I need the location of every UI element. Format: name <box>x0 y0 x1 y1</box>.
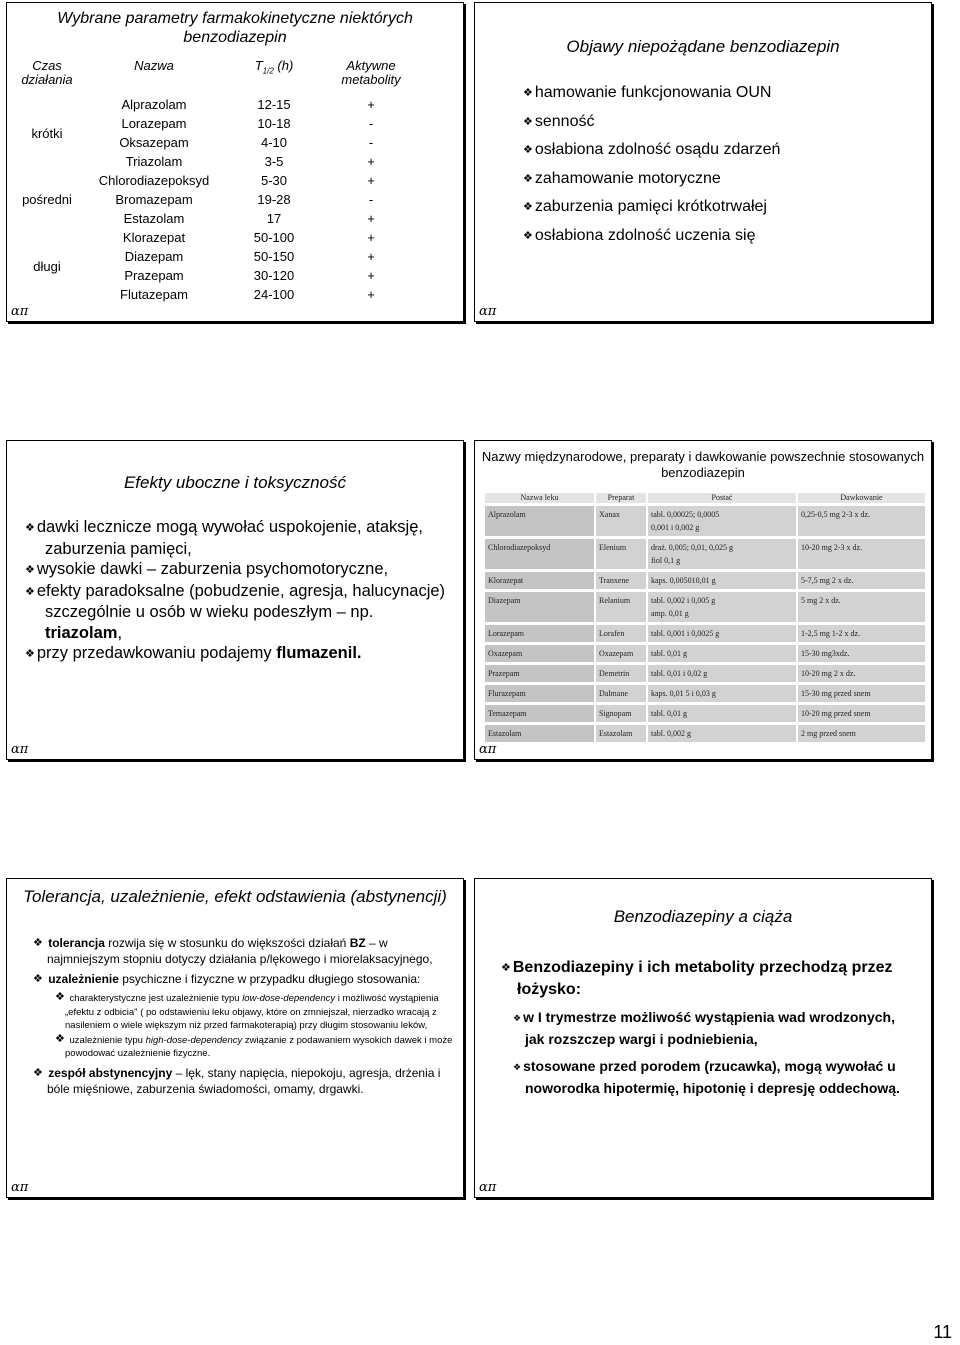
bullet-arrow-icon: ❖ <box>33 1066 43 1079</box>
column-header-nazwa: Nazwa <box>134 58 174 73</box>
table-cell-name: Lorazepam <box>485 623 595 643</box>
half-life: 19-28 <box>257 192 291 207</box>
metabolites: + <box>367 230 375 245</box>
list-item: ❖ uzależnienie psychiczne i fizyczne w przypadku długiego stosowania: <box>33 972 421 986</box>
bullet-arrow-icon: ❖ <box>523 144 533 156</box>
table-cell-name: Diazepam <box>485 590 595 623</box>
half-life: 50-100 <box>253 230 295 245</box>
drug-name: Diazepam <box>124 249 184 264</box>
metabolites: + <box>367 287 375 302</box>
list-item: ❖ przy przedawkowaniu podajemy flumazenil. <box>25 644 362 662</box>
table-cell-prep: Estazolam <box>595 723 647 742</box>
drug-name: Triazolam <box>125 154 183 169</box>
column-header: Preparat <box>595 493 647 504</box>
table-cell-prep: Dalmane <box>595 683 647 703</box>
list-item: ❖ efekty paradoksalne (pobudzenie, agresja, halucynacje) szczególnie u osób w wieku podeszłym – np. triazolam, <box>25 581 446 642</box>
table-row <box>15 228 423 247</box>
table-cell-prep: Elenium <box>595 537 647 570</box>
list-item: ❖ osłabiona zdolność uczenia się <box>523 226 756 244</box>
list-item: ❖ charakterystyczne jest uzależnienie typu low-dose-dependency i możliwość wystąpienia „efektu z odbicia" ( po odstawieniu leku objawy, które on zmniejszał, nierzadko wracają z nasileniem o wiele większym niż przed farmakoterapią) przy długim stosowaniu leków, <box>55 991 439 1031</box>
bullet-arrow-icon: ❖ <box>501 962 511 974</box>
table-cell-dose: 15-30 mg przed snem <box>797 683 925 703</box>
table-cell-form: draż. 0,005; 0,01, 0,025 g fiol 0,1 g <box>647 537 797 570</box>
table-cell-dose: 0,25-0,5 mg 2-3 x dz. <box>797 504 925 537</box>
bullet-arrow-icon: ❖ <box>25 585 35 598</box>
table-row <box>485 683 925 703</box>
table-row <box>15 171 423 190</box>
slide-toxicity <box>6 440 464 760</box>
slide-tolerance <box>6 878 464 1198</box>
table-cell-dose: 10-20 mg 2 x dz. <box>797 663 925 683</box>
table-cell-prep: Tranxene <box>595 570 647 590</box>
slide-pharmacokinetics <box>6 2 464 322</box>
table-row <box>485 570 925 590</box>
table-cell-dose: 15-30 mg3xdz. <box>797 643 925 663</box>
bullet-arrow-icon: ❖ <box>523 87 533 99</box>
logo: απ <box>11 1180 29 1195</box>
table-cell-name: Klorazepat <box>485 570 595 590</box>
list-item: ❖ Benzodiazepiny i ich metabolity przechodzą przez łożysko: <box>501 959 893 998</box>
table-cell-prep: Signopam <box>595 703 647 723</box>
table-cell-prep: Relanium <box>595 590 647 623</box>
slide-title: Wybrane parametry farmakokinetyczne niektórych benzodiazepin <box>57 10 413 46</box>
bullet-arrow-icon: ❖ <box>523 201 533 213</box>
half-life: 50-150 <box>253 249 295 264</box>
table-cell-prep: Xanax <box>595 504 647 537</box>
column-header: Nazwa leku <box>485 493 595 504</box>
table-row <box>485 723 925 742</box>
bullet-arrow-icon: ❖ <box>33 937 43 949</box>
metabolites: + <box>367 173 375 188</box>
logo: απ <box>11 304 29 319</box>
table-row <box>485 504 925 537</box>
metabolites: + <box>367 249 375 264</box>
bullet-arrow-icon: ❖ <box>33 973 43 985</box>
table-cell-dose: 5 mg 2 x dz. <box>797 590 925 623</box>
drug-name: Klorazepat <box>122 230 186 245</box>
bullet-arrow-icon: ❖ <box>55 1032 65 1045</box>
slide-title: Nazwy międzynarodowe, preparaty i dawkowanie powszechnie stosowanych benzodiazepin <box>481 449 925 480</box>
table-cell-form: tabl. 0,001 i 0,0025 g <box>647 623 797 643</box>
list-item: ❖ w I trymestrze możliwość wystąpienia wad wrodzonych, jak rozszczep wargi i podniebienia, <box>513 1009 895 1047</box>
drug-name: Bromazepam <box>115 192 193 207</box>
list-item: ❖ stosowane przed porodem (rzucawka), mogą wywołać u noworodka hipotermię, hipotonię i depresję oddechową. <box>513 1058 900 1096</box>
column-header: Postać <box>647 493 797 504</box>
table-cell-form: tabl. 0,002 i 0,005 g amp. 0,01 g <box>647 590 797 623</box>
table-cell-prep: Oxazepam <box>595 643 647 663</box>
table-cell-form: tabl. 0,002 g <box>647 723 797 742</box>
slide-title: Objawy niepożądane benzodiazepin <box>566 37 840 56</box>
half-life: 10-18 <box>257 116 291 131</box>
toxicity-list <box>25 517 453 665</box>
drug-name: Oksazepam <box>119 135 189 150</box>
table-cell-dose: 10-20 mg przed snem <box>797 703 925 723</box>
table-row <box>15 95 423 114</box>
pregnancy-content <box>501 957 915 1099</box>
table-cell-prep: Demetrin <box>595 663 647 683</box>
table-cell-form: kaps. 0,005010,01 g <box>647 570 797 590</box>
half-life: 3-5 <box>264 154 284 169</box>
bullet-arrow-icon: ❖ <box>25 564 35 576</box>
table-cell-form: tabl. 0,01 g <box>647 703 797 723</box>
list-item: ❖ hamowanie funkcjonowania OUN <box>523 84 772 101</box>
list-item: ❖ zespół abstynencyjny – lęk, stany napięcia, niepokoju, agresja, drżenia i bóle mięśniowe, zaburzenia świadomości, omamy, drgawki. <box>33 1065 441 1096</box>
slide-title: Efekty uboczne i toksyczność <box>123 473 347 492</box>
column-header-half-life: $T_{1/2}$ (h) <box>254 58 294 76</box>
pharmacokinetics-table <box>15 59 423 304</box>
table-row <box>485 537 925 570</box>
half-life: 4-10 <box>260 135 288 150</box>
drug-name: Flutazepam <box>120 287 188 302</box>
group-label: krótki <box>31 125 63 141</box>
slide-drug-names <box>474 440 932 760</box>
half-life: 17 <box>266 211 282 226</box>
table-row <box>485 623 925 643</box>
table-row <box>485 663 925 683</box>
list-item: ❖ zahamowanie motoryczne <box>523 169 721 187</box>
table-cell-name: Temazepam <box>485 703 595 723</box>
page-number: 11 <box>933 1322 952 1342</box>
drug-name: Alprazolam <box>121 97 187 112</box>
column-header-metabolity: Aktywne metabolity <box>341 58 401 87</box>
half-life: 12-15 <box>257 97 291 112</box>
half-life: 5-30 <box>260 173 288 188</box>
table-row <box>485 590 925 623</box>
slide-side-effects <box>474 2 932 322</box>
logo: απ <box>479 1180 497 1195</box>
bullet-arrow-icon: ❖ <box>523 115 533 128</box>
logo: απ <box>479 742 497 757</box>
metabolites: - <box>368 135 374 150</box>
half-life: 30-120 <box>253 268 295 283</box>
metabolites: + <box>367 268 375 283</box>
drug-name: Estazolam <box>123 211 185 226</box>
list-item: ❖ zaburzenia pamięci krótkotrwałej <box>523 198 767 215</box>
table-row <box>485 703 925 723</box>
drug-name: Lorazepam <box>121 116 187 131</box>
table-cell-dose: 10-20 mg 2-3 x dz. <box>797 537 925 570</box>
group-label: pośredni <box>22 192 72 207</box>
table-cell-form: tabl. 0,01 i 0,02 g <box>647 663 797 683</box>
table-cell-name: Prazepam <box>485 663 595 683</box>
drug-name: Chlorodiazepoksyd <box>98 173 210 188</box>
side-effects-list <box>523 79 780 250</box>
bullet-arrow-icon: ❖ <box>25 648 35 660</box>
group-label: długi <box>33 258 61 274</box>
bullet-arrow-icon: ❖ <box>25 522 35 534</box>
logo: απ <box>479 304 497 319</box>
table-row <box>485 643 925 663</box>
drug-name: Prazepam <box>124 268 184 283</box>
half-life: 24-100 <box>253 287 295 302</box>
table-cell-name: Flurazepam <box>485 683 595 703</box>
table-cell-name: Chlorodiazepoksyd <box>485 537 595 570</box>
metabolites: + <box>367 211 375 226</box>
list-item: ❖ tolerancja rozwija się w stosunku do większości działań BZ – w najmniejszym stopniu dotyczy działania p/lękowego i miorelaksacyjnego, <box>33 936 433 966</box>
table-cell-name: Alprazolam <box>485 504 595 537</box>
slide-pregnancy <box>474 878 932 1198</box>
drug-dosage-table <box>485 493 925 742</box>
metabolites: - <box>368 192 374 207</box>
logo: απ <box>11 742 29 757</box>
slide-title: Benzodiazepiny a ciąża <box>613 907 793 926</box>
list-item: ❖ uzależnienie typu high-dose-dependency związanie z podawaniem wysokich dawek i może powodować uzależnienie fizyczne. <box>55 1032 453 1059</box>
table-cell-dose: 1-2,5 mg 1-2 x dz. <box>797 623 925 643</box>
table-cell-form: kaps. 0,01 5 i 0,03 g <box>647 683 797 703</box>
metabolites: + <box>367 154 375 169</box>
table-cell-name: Estazolam <box>485 723 595 742</box>
metabolites: - <box>368 116 374 131</box>
metabolites: + <box>367 97 375 112</box>
table-cell-prep: Lorafen <box>595 623 647 643</box>
bullet-arrow-icon: ❖ <box>513 1013 522 1023</box>
table-cell-dose: 5-7,5 mg 2 x dz. <box>797 570 925 590</box>
list-item: ❖ wysokie dawki – zaburzenia psychomotoryczne, <box>25 560 389 578</box>
bullet-arrow-icon: ❖ <box>513 1062 522 1072</box>
bullet-arrow-icon: ❖ <box>523 172 533 185</box>
column-header-czas: Czas działania <box>21 58 73 87</box>
table-cell-form: tabl. 0,01 g <box>647 643 797 663</box>
list-item: ❖ dawki lecznicze mogą wywołać uspokojenie, ataksję, zaburzenia pamięci, <box>25 518 423 558</box>
bullet-arrow-icon: ❖ <box>523 229 533 242</box>
table-cell-dose: 2 mg przed snem <box>797 723 925 742</box>
list-item: ❖ osłabiona zdolność osądu zdarzeń <box>523 141 781 158</box>
bullet-arrow-icon: ❖ <box>55 991 65 1003</box>
table-cell-name: Oxazepam <box>485 643 595 663</box>
slide-title: Tolerancja, uzależnienie, efekt odstawienia (abstynencji) <box>23 887 447 906</box>
list-item: ❖ senność <box>523 112 595 130</box>
column-header: Dawkowanie <box>797 493 925 504</box>
table-cell-form: tabl. 0,00025; 0,0005 0,001 i 0,002 g <box>647 504 797 537</box>
tolerance-content <box>33 935 453 1097</box>
